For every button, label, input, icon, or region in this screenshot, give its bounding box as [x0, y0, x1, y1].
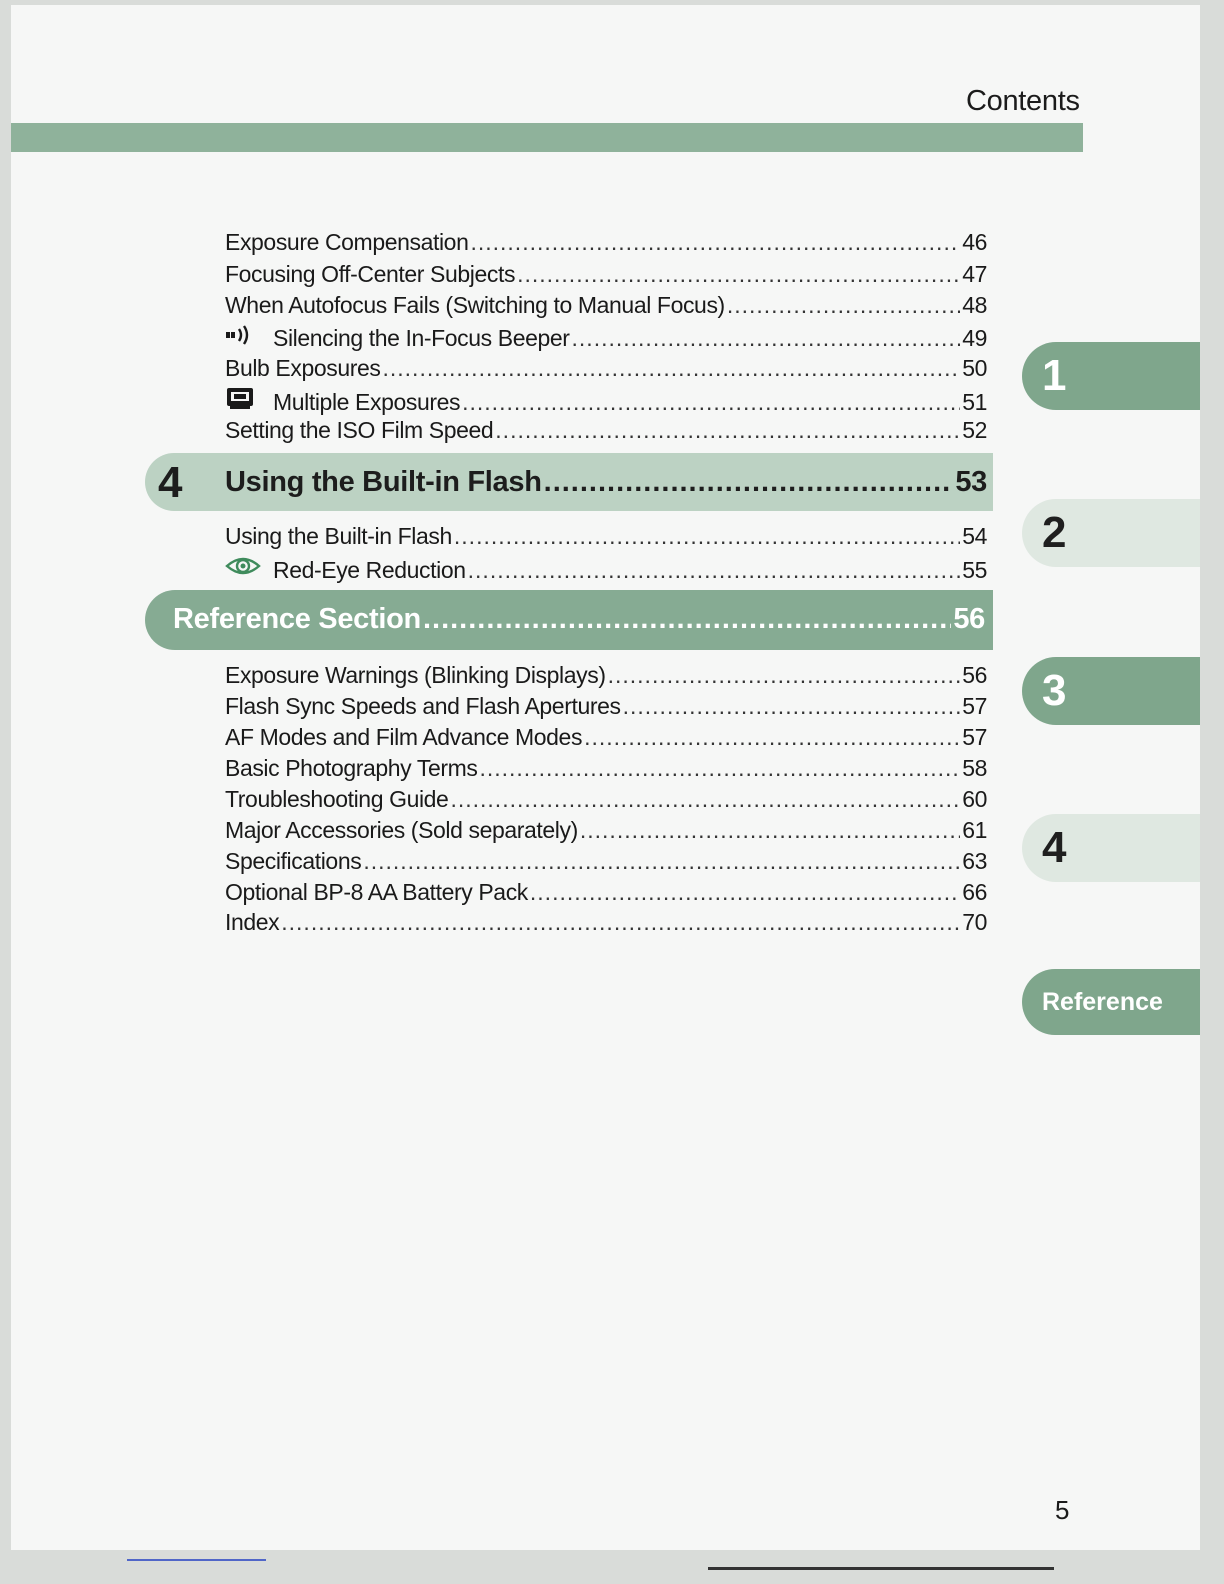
leader-dots [281, 909, 960, 936]
toc-entry-label: Exposure Compensation [225, 229, 469, 255]
toc-entry[interactable] [225, 848, 987, 878]
toc-entry-label: Flash Sync Speeds and Flash Apertures [225, 693, 621, 719]
toc-entry-label: Major Accessories (Sold separately) [225, 817, 578, 843]
leader-dots [544, 466, 954, 499]
toc-entry[interactable] [225, 355, 987, 385]
side-tab-4[interactable]: 4 [1022, 814, 1200, 882]
side-tab-1[interactable]: 1 [1022, 342, 1200, 410]
reference-page: 56 [953, 603, 985, 635]
side-tab-2[interactable]: 2 [1022, 499, 1200, 567]
toc-entry[interactable] [225, 292, 987, 322]
toc-entry-page: 63 [962, 848, 987, 874]
chapter-page: 53 [955, 466, 987, 498]
toc-entry[interactable] [225, 261, 987, 291]
red-eye-icon [225, 554, 273, 578]
toc-entry-label: When Autofocus Fails (Switching to Manual Focus) [225, 292, 725, 318]
toc-entry-label: Red-Eye Reduction [273, 557, 466, 583]
leader-dots [470, 229, 960, 256]
toc-entry-label: Exposure Warnings (Blinking Displays) [225, 662, 606, 688]
beeper-icon [225, 324, 273, 346]
toc-entry[interactable] [225, 324, 987, 354]
reference-title: Reference Section [173, 603, 421, 635]
toc-entry[interactable] [225, 386, 987, 416]
chapter-title: Using the Built-in Flash [225, 466, 542, 498]
multiple-exposure-icon [225, 386, 273, 410]
toc-entry-page: 49 [962, 325, 987, 351]
toc-entry-label: Using the Built-in Flash [225, 523, 452, 549]
toc-entry[interactable] [225, 523, 987, 553]
toc-entry-page: 54 [962, 523, 987, 549]
toc-entry[interactable] [225, 755, 987, 785]
toc-entry-page: 66 [962, 879, 987, 905]
leader-dots [479, 755, 960, 782]
scan-edge-line [708, 1567, 1054, 1570]
toc-entry-page: 52 [962, 417, 987, 443]
leader-dots [530, 879, 960, 906]
leader-dots [468, 557, 961, 584]
toc-entry-page: 70 [962, 909, 987, 935]
toc-entry-page: 57 [962, 724, 987, 750]
chapter-heading[interactable] [225, 466, 987, 499]
toc-entry-label: Bulb Exposures [225, 355, 381, 381]
toc-entry-label: Troubleshooting Guide [225, 786, 449, 812]
toc-entry-page: 60 [962, 786, 987, 812]
leader-dots [584, 724, 960, 751]
leader-dots [462, 389, 960, 416]
page-number: 5 [1055, 1495, 1070, 1525]
toc-entry-label: Specifications [225, 848, 362, 874]
toc-entry-page: 61 [962, 817, 987, 843]
toc-entry-page: 57 [962, 693, 987, 719]
toc-entry-label: AF Modes and Film Advance Modes [225, 724, 583, 750]
header-bar [11, 123, 1083, 152]
toc-entry-label: Setting the ISO Film Speed [225, 417, 494, 443]
toc-entry-label: Optional BP-8 AA Battery Pack [225, 879, 528, 905]
leader-dots [363, 848, 960, 875]
toc-entry-label: Focusing Off-Center Subjects [225, 261, 516, 287]
leader-dots [572, 325, 961, 352]
scan-edge-line [127, 1559, 266, 1561]
reference-heading[interactable] [173, 603, 985, 636]
toc-entry-label: Silencing the In-Focus Beeper [273, 325, 570, 351]
toc-entry-page: 48 [962, 292, 987, 318]
leader-dots [727, 292, 960, 319]
toc-entry-page: 50 [962, 355, 987, 381]
toc-entry-label: Multiple Exposures [273, 389, 461, 415]
toc-entry[interactable] [225, 724, 987, 754]
toc-entry-page: 47 [962, 261, 987, 287]
side-tab-reference[interactable]: Reference [1022, 969, 1200, 1035]
toc-entry[interactable] [225, 417, 987, 447]
leader-dots [454, 523, 960, 550]
toc-entry[interactable] [225, 229, 987, 259]
toc-entry[interactable] [225, 662, 987, 692]
leader-dots [383, 355, 961, 382]
side-tab-3[interactable]: 3 [1022, 657, 1200, 725]
toc-entry[interactable] [225, 554, 987, 584]
toc-entry-page: 51 [962, 389, 987, 415]
leader-dots [608, 662, 961, 689]
leader-dots [450, 786, 960, 813]
toc-entry-page: 55 [962, 557, 987, 583]
toc-entry[interactable] [225, 879, 987, 909]
chapter-number: 4 [158, 458, 183, 507]
page-title: Contents [966, 85, 1080, 117]
leader-dots [517, 261, 960, 288]
toc-entry-page: 46 [962, 229, 987, 255]
toc-entry-page: 56 [962, 662, 987, 688]
toc-entry-page: 58 [962, 755, 987, 781]
toc-entry-label: Basic Photography Terms [225, 755, 478, 781]
toc-entry[interactable] [225, 909, 987, 939]
toc-entry[interactable] [225, 786, 987, 816]
toc-entry-label: Index [225, 909, 280, 935]
leader-dots [623, 693, 961, 720]
toc-entry[interactable] [225, 817, 987, 847]
leader-dots [423, 603, 951, 636]
leader-dots [580, 817, 960, 844]
leader-dots [495, 417, 960, 444]
toc-entry[interactable] [225, 693, 987, 723]
